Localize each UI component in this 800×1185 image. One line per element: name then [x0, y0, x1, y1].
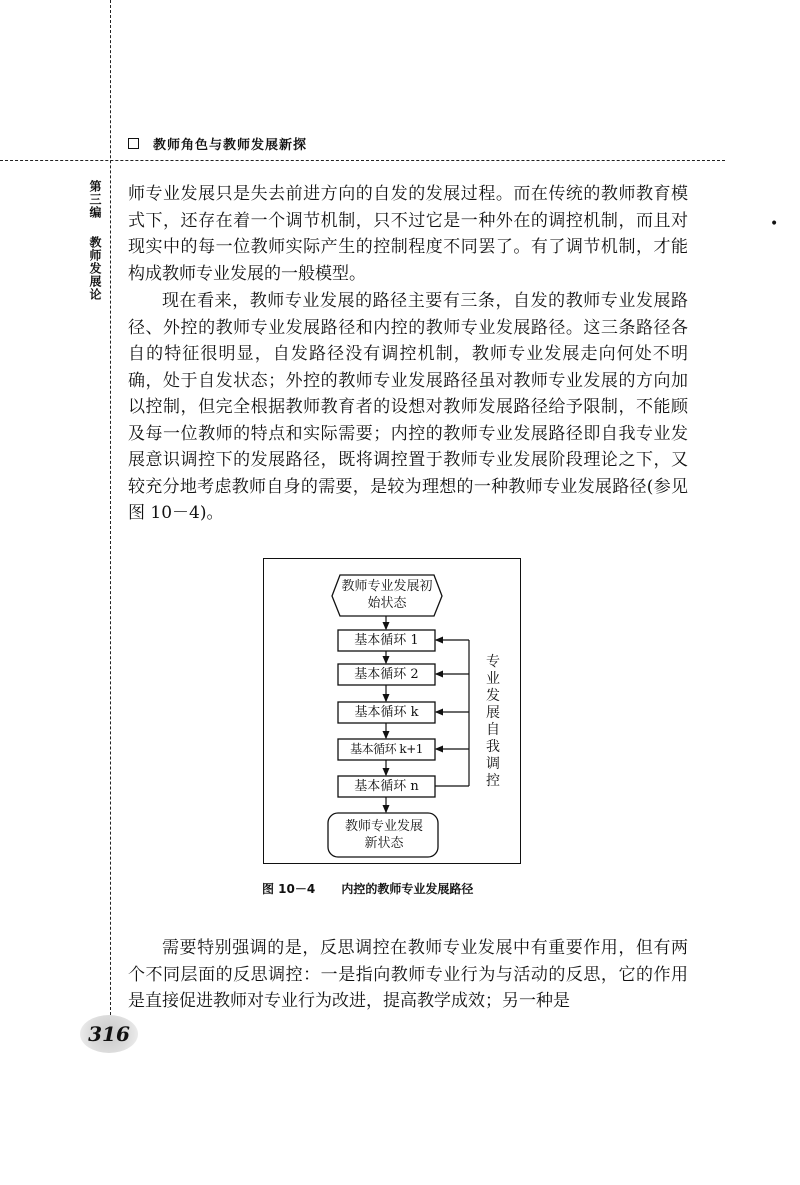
sidebar-part-label: 第三编 — [88, 180, 102, 219]
square-bullet-icon — [128, 138, 139, 149]
sidebar-section-label: 教师发展论 — [88, 236, 102, 301]
paragraph-3: 需要特别强调的是，反思调控在教师专业发展中有重要作用，但有两个不同层面的反思调控：一是指向教师专业行为与活动的反思，它的作用是直接促进教师对专业行为改进，提高教学成效；另一种是 — [128, 938, 688, 1011]
cycle-label-n: 基本循环 n — [354, 779, 419, 794]
paragraph-1: 师专业发展只是失去前进方向的自发的发展过程。而在传统的教师教育模式下，还存在着一个调节机制，只不过它是一种外在的调控机制，而且对现实中的每一位教师实际产生的控制程度不同罢了。有了调节机制，才能构成教师专业发展的一般模型。 — [128, 184, 688, 284]
figure-caption — [262, 880, 473, 897]
stray-dot: • — [770, 216, 779, 232]
figure-caption-number: 图 10－4 — [262, 882, 316, 896]
running-header — [128, 134, 307, 153]
start-node-text: 教师专业发展初始状态 — [341, 579, 433, 611]
figure-caption-text: 内控的教师专业发展路径 — [341, 882, 474, 896]
paragraph-2: 现在看来，教师专业发展的路径主要有三条，自发的教师专业发展路径、外控的教师专业发展路径和内控的教师专业发展路径。这三条路径各自的特征很明显，自发路径没有调控机制，教师专业发展走向何处不明确，处于自发状态；外控的教师专业发展路径虽对教师专业发展的方向加以控制，但完全根据教师教育者的设想对教师发展路径给予限制，不能顾及每一位教师的特点和实际需要；内控的教师专业发展路径即自我专业发展意识调控下的发展路径，既将调控置于教师专业发展阶段理论之下，又较充分地考虑教师自身的需要，是较为理想的一种教师专业发展路径(参见图 10－4)。 — [128, 291, 688, 523]
page-number: 316 — [88, 1022, 130, 1046]
header-dashed-horizontal-line — [0, 160, 725, 161]
page-number-badge — [80, 1015, 138, 1053]
cycle-label-k1: 基本循环 k+1 — [350, 742, 423, 756]
feedback-label: 专业发展自我调控 — [486, 654, 500, 789]
end-node-text: 教师专业发展新状态 — [344, 819, 423, 851]
cycle-label-k: 基本循环 k — [354, 705, 419, 720]
margin-dashed-vertical-line — [110, 0, 111, 1035]
running-header-title: 教师角色与教师发展新探 — [153, 138, 308, 153]
cycle-label-1: 基本循环 1 — [354, 633, 419, 648]
flowchart-figure — [263, 558, 521, 864]
cycle-label-2: 基本循环 2 — [354, 667, 419, 682]
